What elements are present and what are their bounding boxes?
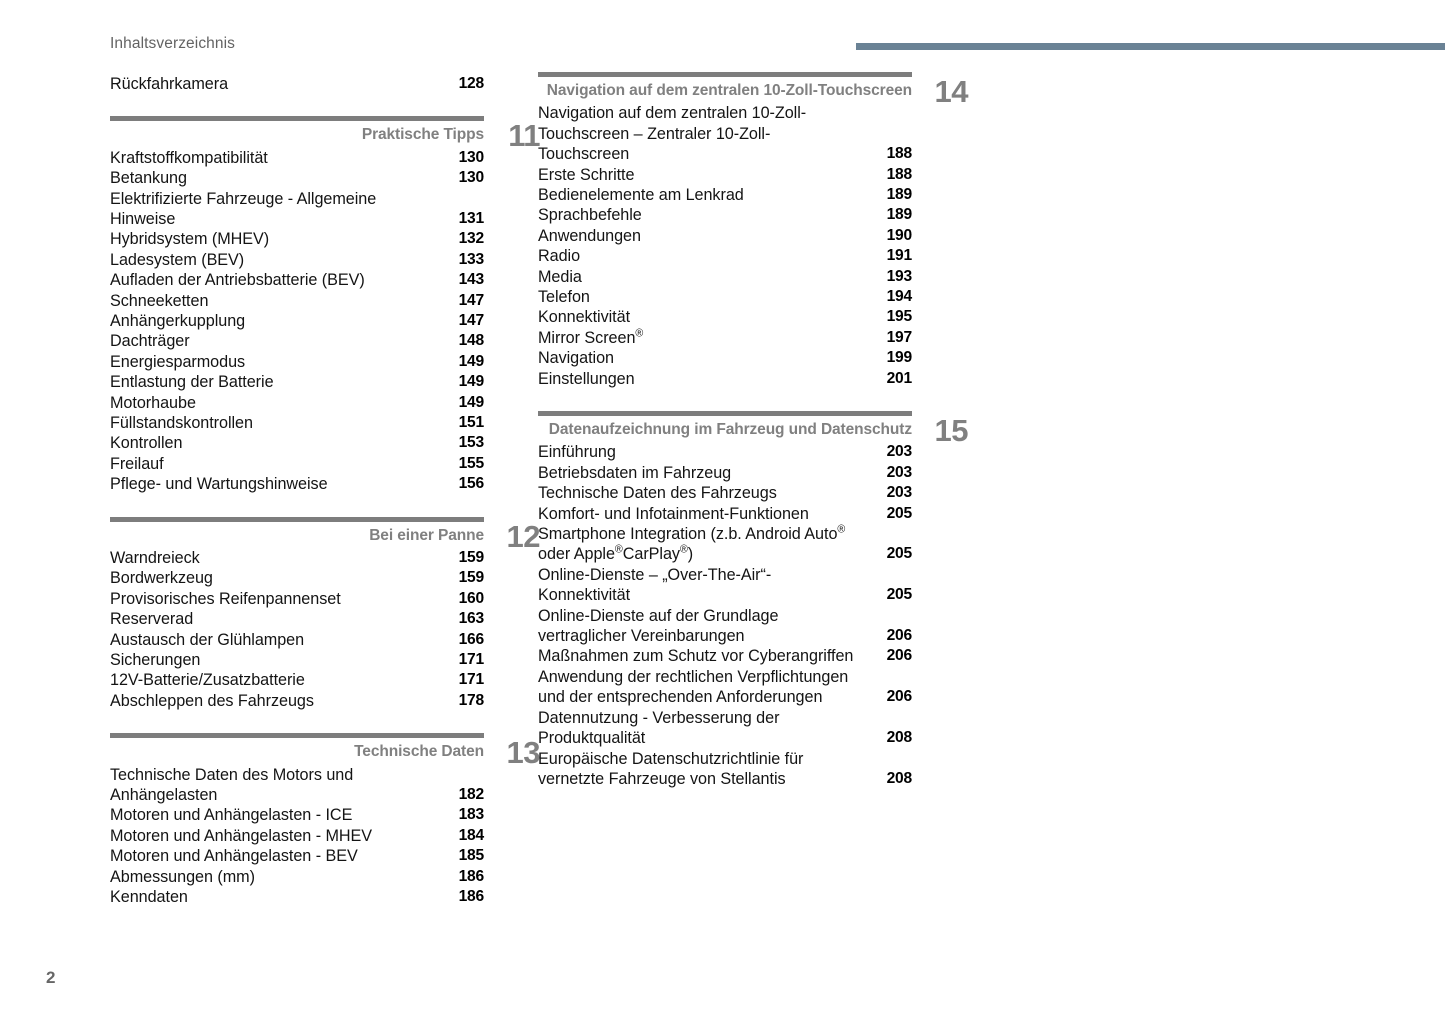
registered-mark: ® (635, 327, 644, 340)
toc-entry-label: Entlastung der Batterie (110, 373, 274, 392)
toc-entry-label: Dachträger (110, 332, 190, 351)
toc-entry-page-number: 147 (458, 312, 484, 330)
toc-entry[interactable] (110, 650, 484, 670)
toc-entry[interactable] (110, 168, 484, 188)
toc-entry[interactable] (538, 606, 912, 647)
toc-entry-page-number: 186 (458, 888, 484, 906)
toc-entry-label: Anwendung der rechtlichen Verpflichtungen und der entsprechenden Anforderungen (538, 667, 849, 707)
toc-entry-page-number: 166 (458, 630, 484, 648)
toc-entry-list (110, 74, 540, 94)
chapter-number: 15 (934, 413, 968, 449)
toc-column-right (538, 72, 968, 907)
toc-entry-page-number: 205 (886, 586, 912, 604)
toc-entry[interactable] (538, 205, 912, 225)
toc-entry-label: Schneeketten (110, 291, 209, 310)
registered-mark: ® (837, 523, 846, 536)
toc-entry-label: Einführung (538, 443, 616, 462)
toc-entry-page-number: 185 (458, 847, 484, 865)
toc-entry-page-number: 153 (458, 434, 484, 452)
toc-entry[interactable] (110, 352, 484, 372)
toc-entry[interactable] (538, 226, 912, 246)
toc-entry-label: Warndreieck (110, 549, 200, 568)
toc-entry[interactable] (538, 504, 912, 524)
toc-entry[interactable] (538, 307, 912, 327)
header-accent-bar (856, 43, 1445, 50)
toc-entry-label: Radio (538, 247, 581, 266)
toc-entry-label: Technische Daten des Motors und Anhängelasten (110, 765, 354, 805)
toc-entry-page-number: 133 (458, 250, 484, 268)
toc-entry[interactable] (110, 691, 484, 711)
toc-entry[interactable] (538, 667, 912, 708)
chapter-header (110, 517, 540, 554)
toc-entry[interactable] (110, 826, 484, 846)
toc-entry-page-number: 130 (458, 148, 484, 166)
toc-entry-page-number: 188 (886, 145, 912, 163)
chapter-header (538, 411, 968, 449)
toc-entry-label: Pflege- und Wartungshinweise (110, 475, 328, 494)
toc-entry[interactable] (110, 311, 484, 331)
toc-entry[interactable] (110, 413, 484, 433)
registered-mark: ® (614, 544, 623, 557)
toc-entry-label: Reserverad (110, 610, 194, 629)
toc-entry-label: Technische Daten des Fahrzeugs (538, 484, 777, 503)
toc-entry-page-number: 131 (458, 209, 484, 227)
chapter-title: Navigation auf dem zentralen 10-Zoll-Touchscreen (546, 82, 912, 99)
toc-entry-label: Kontrollen (110, 434, 183, 453)
toc-entry-label: Motorhaube (110, 393, 196, 412)
toc-entry-label: Konnektivität (538, 308, 631, 327)
toc-entry-label: Media (538, 267, 582, 286)
toc-entry-label: Ladesystem (BEV) (110, 250, 245, 269)
toc-entry-page-number: 203 (886, 484, 912, 502)
toc-entry[interactable] (538, 646, 912, 666)
toc-entry[interactable] (110, 454, 484, 474)
chapter-rule (538, 72, 912, 77)
toc-entry-label: Sprachbefehle (538, 206, 642, 225)
toc-entry-label: Mirror Screen® (538, 327, 644, 347)
page-number: 2 (46, 968, 56, 987)
toc-entry-list (538, 442, 968, 789)
toc-entry-page-number: 203 (886, 463, 912, 481)
chapter-header (110, 116, 540, 154)
toc-entry-label: Energiesparmodus (110, 352, 246, 371)
toc-entry[interactable] (538, 749, 912, 790)
chapter-rule (110, 517, 484, 522)
toc-entry[interactable] (538, 708, 912, 749)
toc-entry-page-number: 190 (886, 226, 912, 244)
toc-entry-label: Maßnahmen zum Schutz vor Cyberangriffen (538, 647, 854, 666)
toc-entry-page-number: 130 (458, 169, 484, 187)
toc-entry[interactable] (110, 331, 484, 351)
toc-chapter (538, 411, 968, 789)
toc-entry-page-number: 159 (458, 549, 484, 567)
toc-chapter (538, 72, 968, 389)
toc-columns (0, 72, 1445, 907)
chapter-header (538, 72, 968, 109)
toc-entry-page-number: 203 (886, 443, 912, 461)
toc-entry-page-number: 183 (458, 806, 484, 824)
toc-entry-page-number: 186 (458, 867, 484, 885)
chapter-number: 12 (506, 518, 540, 554)
toc-entry-label: Erste Schritte (538, 165, 635, 184)
toc-entry-page-number: 171 (458, 651, 484, 669)
toc-entry-page-number: 147 (458, 291, 484, 309)
toc-entry-page-number: 184 (458, 826, 484, 844)
toc-entry-list (110, 548, 540, 711)
toc-entry-page-number: 171 (458, 671, 484, 689)
toc-entry[interactable] (538, 165, 912, 185)
chapter-rule (538, 411, 912, 416)
toc-entry-page-number: 189 (886, 185, 912, 203)
toc-entry-label: Elektrifizierte Fahrzeuge - Allgemeine Hinweise (110, 189, 377, 228)
toc-entry[interactable] (538, 463, 912, 483)
toc-entry-page-number: 193 (886, 267, 912, 285)
toc-entry-label: Anwendungen (538, 226, 641, 245)
toc-chapter (110, 517, 540, 712)
toc-entry-label: Datennutzung - Verbesserung der Produktqualität (538, 708, 780, 748)
toc-entry-page-number: 189 (886, 206, 912, 224)
toc-entry-list (538, 103, 968, 389)
toc-entry[interactable] (110, 74, 484, 94)
toc-entry[interactable] (110, 148, 484, 168)
chapter-number: 11 (508, 118, 540, 154)
toc-entry-label: 12V-Batterie/Zusatzbatterie (110, 671, 305, 690)
toc-entry[interactable] (538, 565, 912, 606)
toc-entry-label: Betriebsdaten im Fahrzeug (538, 463, 732, 482)
toc-entry-label: Abmessungen (mm) (110, 867, 255, 886)
page-title: Inhaltsverzeichnis (110, 35, 235, 52)
toc-entry-label: Einstellungen (538, 369, 635, 388)
toc-entry-page-number: 206 (886, 627, 912, 645)
toc-entry-label: Aufladen der Antriebsbatterie (BEV) (110, 271, 365, 290)
toc-entry[interactable] (538, 328, 912, 348)
toc-entry-page-number: 163 (458, 610, 484, 628)
toc-entry-label: Kenndaten (110, 888, 188, 907)
toc-entry-page-number: 201 (886, 369, 912, 387)
chapter-number: 13 (506, 735, 540, 771)
toc-entry[interactable] (110, 474, 484, 494)
toc-entry-label: Provisorisches Reifenpannenset (110, 589, 341, 608)
toc-entry-label: Komfort- und Infotainment-Funktionen (538, 504, 809, 523)
toc-entry[interactable] (110, 867, 484, 887)
chapter-rule (110, 733, 484, 738)
toc-entry-page-number: 199 (886, 349, 912, 367)
toc-entry-label: Motoren und Anhängelasten - ICE (110, 806, 353, 825)
toc-entry-list (110, 148, 540, 495)
toc-entry[interactable] (538, 287, 912, 307)
toc-entry-page-number: 178 (458, 691, 484, 709)
chapter-header (110, 733, 540, 771)
toc-entry-label: Bedienelemente am Lenkrad (538, 185, 744, 204)
toc-column-left (110, 72, 540, 907)
toc-entry-page-number: 205 (886, 504, 912, 522)
toc-entry[interactable] (538, 442, 912, 462)
toc-entry-label: Kraftstoffkompatibilität (110, 148, 268, 167)
toc-entry-page-number: 205 (886, 545, 912, 563)
toc-entry-page-number: 148 (458, 332, 484, 350)
toc-entry[interactable] (538, 246, 912, 266)
registered-mark: ® (679, 544, 688, 557)
toc-entry[interactable] (110, 393, 484, 413)
toc-entry[interactable] (538, 103, 912, 164)
toc-entry-page-number: 132 (458, 230, 484, 248)
toc-entry-page-number: 208 (886, 729, 912, 747)
toc-entry[interactable] (110, 229, 484, 249)
toc-entry-page-number: 188 (886, 165, 912, 183)
toc-entry[interactable] (110, 846, 484, 866)
toc-entry[interactable] (538, 524, 912, 565)
toc-entry-list (110, 765, 540, 908)
toc-entry-label: Motoren und Anhängelasten - BEV (110, 847, 358, 866)
toc-entry-label: Anhängerkupplung (110, 312, 246, 331)
toc-entry[interactable] (110, 887, 484, 907)
toc-entry-page-number: 160 (458, 589, 484, 607)
toc-entry-label: Navigation auf dem zentralen 10-Zoll-Touchscreen – Zentraler 10-Zoll-Touchscreen (538, 104, 807, 164)
toc-entry[interactable] (538, 483, 912, 503)
toc-entry[interactable] (110, 589, 484, 609)
toc-entry-page-number: 208 (886, 769, 912, 787)
toc-entry-label: Online-Dienste auf der Grundlage vertraglicher Vereinbarungen (538, 606, 779, 646)
toc-entry[interactable] (538, 185, 912, 205)
toc-entry-page-number: 197 (886, 328, 912, 346)
toc-entry-page-number: 128 (458, 75, 484, 92)
toc-entry-label: Telefon (538, 288, 590, 307)
toc-entry-page-number: 194 (886, 288, 912, 306)
toc-entry-label: Navigation (538, 349, 614, 368)
toc-entry[interactable] (110, 189, 484, 230)
toc-entry[interactable] (538, 369, 912, 389)
toc-entry-page-number: 156 (458, 475, 484, 493)
toc-entry-page-number: 195 (886, 308, 912, 326)
toc-entry-label: Rückfahrkamera (110, 75, 229, 93)
chapter-title: Technische Daten (354, 743, 484, 761)
toc-entry[interactable] (110, 433, 484, 453)
toc-entry-page-number: 155 (458, 454, 484, 472)
toc-entry-page-number: 151 (458, 414, 484, 432)
toc-entry[interactable] (110, 568, 484, 588)
toc-entry-page-number: 143 (458, 271, 484, 289)
toc-entry[interactable] (110, 805, 484, 825)
toc-entry-page-number: 191 (886, 247, 912, 265)
chapter-title: Praktische Tipps (361, 126, 484, 144)
toc-entry[interactable] (110, 372, 484, 392)
toc-entry-label: Online-Dienste – „Over-The-Air“-Konnektivität (538, 565, 772, 605)
chapter-title: Bei einer Panne (369, 526, 484, 544)
chapter-title: Datenaufzeichnung im Fahrzeug und Datenschutz (548, 421, 912, 439)
toc-entry-page-number: 206 (886, 688, 912, 706)
toc-chapter (110, 116, 540, 494)
toc-entry-label: Smartphone Integration (z.b. Android Auto® oder Apple®CarPlay®) (538, 523, 846, 564)
toc-entry-page-number: 149 (458, 393, 484, 411)
toc-entry[interactable] (110, 670, 484, 690)
toc-entry-label: Europäische Datenschutzrichtlinie für vernetzte Fahrzeuge von Stellantis (538, 749, 804, 788)
toc-chapter (110, 733, 540, 907)
toc-entry-label: Sicherungen (110, 651, 201, 670)
toc-entry-label: Bordwerkzeug (110, 569, 213, 588)
toc-entry-label: Freilauf (110, 454, 164, 473)
toc-entry[interactable] (110, 250, 484, 270)
toc-entry-page-number: 182 (458, 786, 484, 804)
toc-entry[interactable] (110, 270, 484, 290)
toc-entry[interactable] (110, 609, 484, 629)
toc-entry[interactable] (110, 291, 484, 311)
toc-entry[interactable] (538, 267, 912, 287)
toc-entry[interactable] (538, 348, 912, 368)
chapter-number: 14 (934, 74, 968, 109)
toc-entry[interactable] (110, 630, 484, 650)
toc-entry-label: Motoren und Anhängelasten - MHEV (110, 826, 373, 845)
toc-chapter (110, 72, 540, 94)
toc-entry[interactable] (110, 548, 484, 568)
toc-entry-page-number: 206 (886, 647, 912, 665)
toc-entry-page-number: 149 (458, 373, 484, 391)
chapter-rule (110, 116, 484, 121)
toc-entry-page-number: 159 (458, 569, 484, 587)
toc-entry[interactable] (110, 765, 484, 806)
toc-entry-label: Austausch der Glühlampen (110, 630, 305, 649)
toc-entry-label: Betankung (110, 169, 187, 188)
toc-entry-label: Füllstandskontrollen (110, 414, 253, 433)
toc-entry-label: Hybridsystem (MHEV) (110, 230, 270, 249)
toc-entry-label: Abschleppen des Fahrzeugs (110, 691, 314, 710)
toc-entry-page-number: 149 (458, 352, 484, 370)
